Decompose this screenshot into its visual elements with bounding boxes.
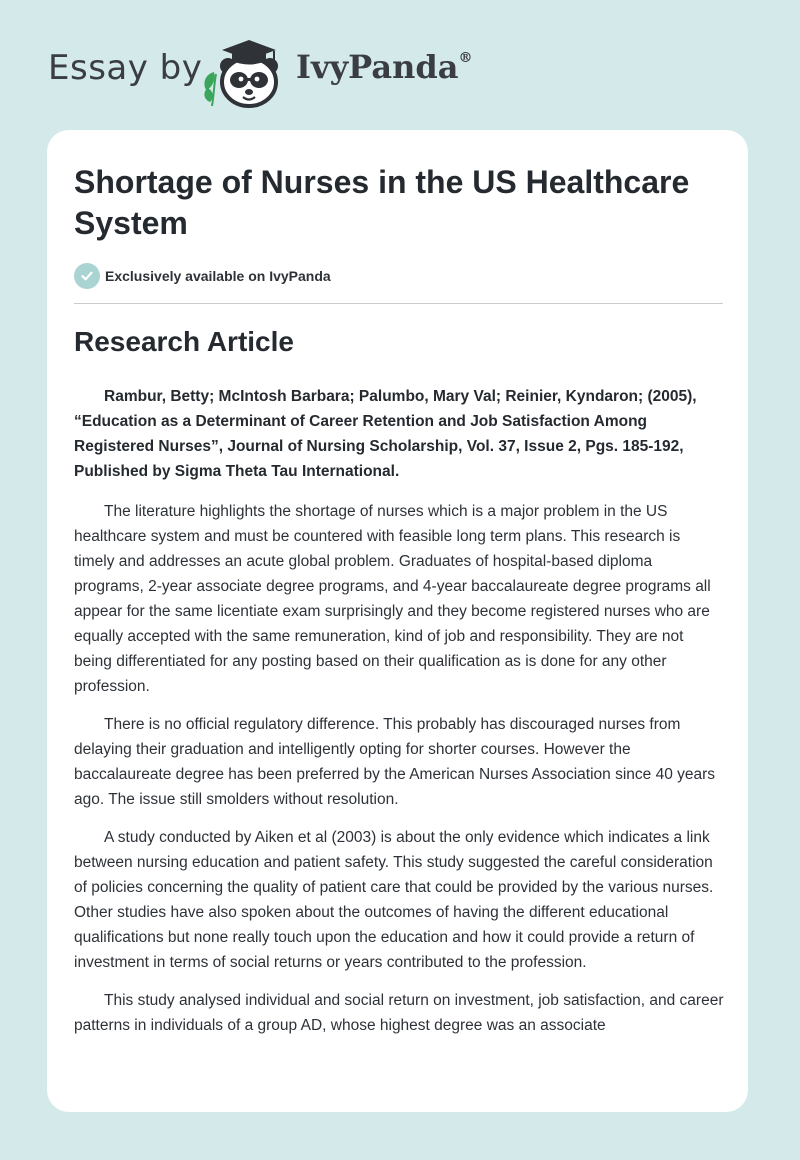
site-header	[0, 0, 800, 130]
paragraph: The literature highlights the shortage of nurses which is a major problem in the US healthcare system and must be countered with feasible long term plans. This research is timely and addresses an acute global problem. Graduates of hospital-based diploma programs, 2-year associate degree programs, and 4-year baccalaureate degree programs all appear for the same licentiate exam surprisingly and they become registered nurses who are equally accepted with the same remuneration, kind of job and responsibility. They are not being differentiated for any posting based on their qualification as is done for any other profession.	[74, 503, 711, 695]
paragraph: This study analysed individual and social return on investment, job satisfaction, and career patterns in individuals of a group AD, whose highest degree was an associate	[74, 992, 724, 1034]
paragraph: A study conducted by Aiken et al (2003) is about the only evidence which indicates a link between nursing education and patient safety. This study suggested the careful consideration of policies concerning the quality of patient care that could be provided by the various nurses. Other studies have also spoken about the outcomes of having the different educational qualifications but none really touch upon the education and how it could provide a return of investment in terms of social returns or years contributed to the profession.	[74, 829, 714, 971]
exclusive-label: Exclusively available on IvyPanda	[105, 268, 331, 284]
article-body	[74, 384, 724, 1051]
article-card	[47, 130, 748, 1112]
section-heading: Research Article	[74, 326, 294, 357]
panda-graduate-icon[interactable]	[200, 34, 292, 110]
citation-paragraph: Rambur, Betty; McIntosh Barbara; Palumbo, Mary Val; Reinier, Kyndaron; (2005), “Education as a Determinant of Career Retention and Job Satisfaction Among Registered Nurses”, Journal of Nursing Scholarship, Vol. 37, Issue 2, Pgs. 185-192, Published by Sigma Theta Tau International.	[74, 388, 697, 480]
paragraph: There is no official regulatory difference. This probably has discouraged nurses from delaying their graduation and intelligently opting for shorter courses. However the baccalaureate degree has been preferred by the American Nurses Association since 40 years ago. The issue still smolders without resolution.	[74, 716, 716, 808]
exclusive-badge	[74, 263, 331, 289]
page-title: Shortage of Nurses in the US Healthcare System	[74, 164, 690, 241]
brand-prefix: Essay by	[48, 48, 203, 88]
registered-mark: ®	[458, 50, 473, 66]
check-icon	[74, 263, 100, 289]
divider	[74, 303, 723, 304]
brand-name[interactable]	[296, 48, 472, 86]
brand-name-text: IvyPanda	[296, 48, 459, 86]
